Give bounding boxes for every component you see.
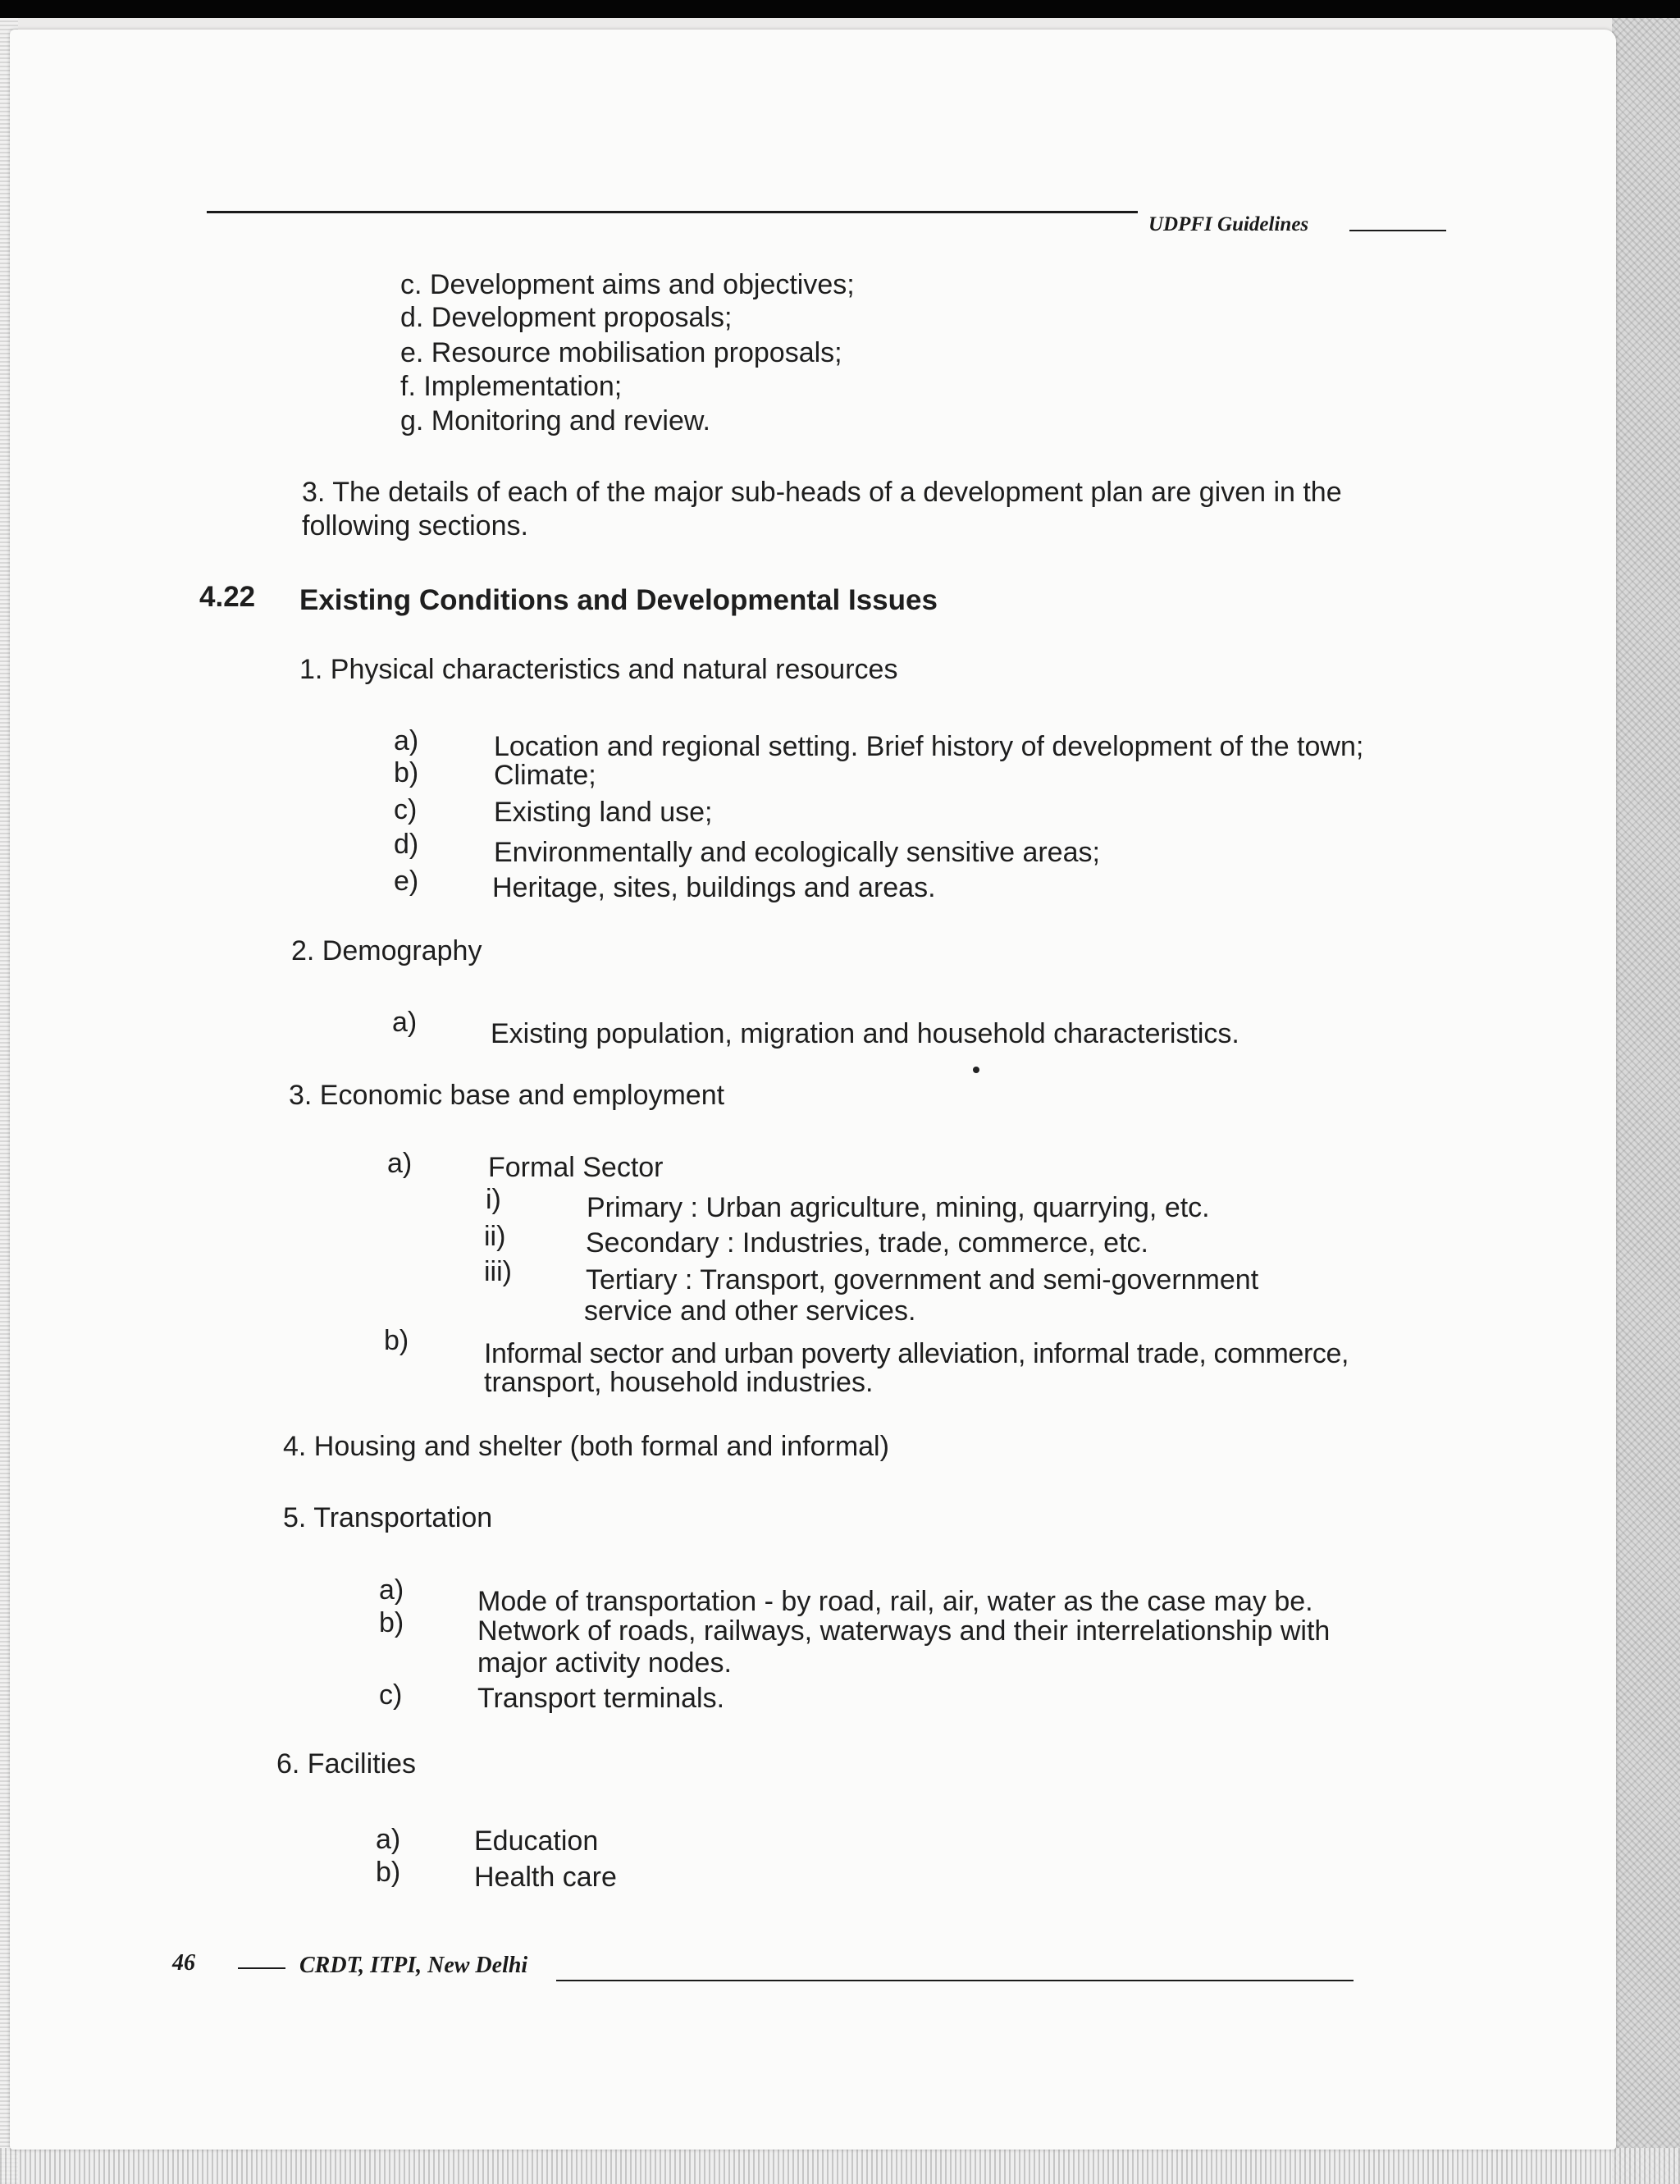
s3-sub-iii-label: iii)	[484, 1256, 512, 1287]
s3-item-b-text1: Informal sector and urban poverty alleviation, informal trade, commerce,	[484, 1338, 1349, 1369]
section-title: Existing Conditions and Developmental Issues	[299, 584, 938, 616]
page-number: 46	[172, 1950, 195, 1976]
s3-item-a-label: a)	[387, 1148, 413, 1179]
s5-item-b-text: Network of roads, railways, waterways and their interrelationship with	[477, 1615, 1331, 1647]
subsection-3-title: 3. Economic base and employment	[289, 1080, 725, 1111]
s1-item-b-text: Climate;	[494, 760, 596, 791]
footer-rule-right	[556, 1980, 1354, 1981]
s5-item-b-text2: major activity nodes.	[477, 1647, 732, 1679]
s5-item-b-label: b)	[379, 1607, 404, 1638]
subsection-2-title: 2. Demography	[291, 935, 482, 966]
s6-item-a-text: Education	[474, 1825, 599, 1857]
scan-top-border	[0, 0, 1680, 18]
s1-item-a-text: Location and regional setting. Brief history of development of the town;	[494, 731, 1364, 762]
list-item-d: d. Development proposals;	[400, 302, 733, 333]
list-item-g: g. Monitoring and review.	[400, 405, 710, 436]
footer-rule-left	[238, 1967, 285, 1969]
s3-sub-i-text: Primary : Urban agriculture, mining, quarrying, etc.	[587, 1192, 1210, 1223]
s3-sub-iii-text: Tertiary : Transport, government and semi-government	[586, 1264, 1259, 1295]
s3-item-b-label: b)	[384, 1325, 409, 1356]
scan-bottom-edge	[0, 2148, 1680, 2184]
s5-item-c-label: c)	[379, 1679, 403, 1711]
paragraph-3-line1: 3. The details of each of the major sub-heads of a development plan are given in the	[302, 477, 1342, 508]
footer-source: CRDT, ITPI, New Delhi	[299, 1953, 528, 1978]
list-item-c: c. Development aims and objectives;	[400, 269, 855, 300]
s6-item-b-label: b)	[376, 1857, 401, 1888]
scan-speck	[973, 1067, 979, 1073]
s3-sub-iii-text2: service and other services.	[584, 1295, 916, 1327]
subsection-6-title: 6. Facilities	[276, 1748, 417, 1780]
paragraph-3-line2: following sections.	[302, 510, 528, 541]
s5-item-c-text: Transport terminals.	[477, 1683, 725, 1714]
s1-item-c-label: c)	[394, 794, 418, 825]
s3-sub-ii-text: Secondary : Industries, trade, commerce, etc.	[586, 1227, 1148, 1259]
s1-item-c-text: Existing land use;	[494, 797, 713, 828]
subsection-4-title: 4. Housing and shelter (both formal and informal)	[283, 1431, 889, 1462]
s5-item-a-label: a)	[379, 1574, 404, 1606]
list-item-e: e. Resource mobilisation proposals;	[400, 337, 842, 368]
list-item-f: f. Implementation;	[400, 371, 623, 402]
s1-item-e-label: e)	[394, 866, 419, 897]
header-rule-left	[207, 211, 1138, 213]
s2-item-a-label: a)	[392, 1007, 418, 1038]
s1-item-a-label: a)	[394, 725, 419, 756]
scan-right-edge	[1612, 18, 1680, 2184]
s1-item-b-label: b)	[394, 757, 419, 788]
header-rule-right	[1349, 230, 1446, 231]
section-number: 4.22	[199, 581, 256, 613]
s3-sub-ii-label: ii)	[484, 1221, 506, 1252]
s1-item-d-text: Environmentally and ecologically sensitive areas;	[494, 837, 1100, 868]
s3-item-b-text2: transport, household industries.	[484, 1367, 874, 1398]
s5-item-a-text: Mode of transportation - by road, rail, air, water as the case may be.	[477, 1586, 1313, 1617]
s1-item-d-label: d)	[394, 829, 419, 860]
s3-sub-i-label: i)	[486, 1184, 501, 1215]
subsection-1-title: 1. Physical characteristics and natural resources	[299, 654, 898, 685]
s2-item-a-text: Existing population, migration and household characteristics.	[491, 1018, 1239, 1049]
subsection-5-title: 5. Transportation	[283, 1502, 493, 1533]
s1-item-e-text: Heritage, sites, buildings and areas.	[492, 872, 936, 903]
s3-item-a-text: Formal Sector	[488, 1152, 664, 1183]
s6-item-a-label: a)	[376, 1824, 401, 1855]
s6-item-b-text: Health care	[474, 1862, 617, 1893]
running-header: UDPFI Guidelines	[1148, 213, 1309, 235]
